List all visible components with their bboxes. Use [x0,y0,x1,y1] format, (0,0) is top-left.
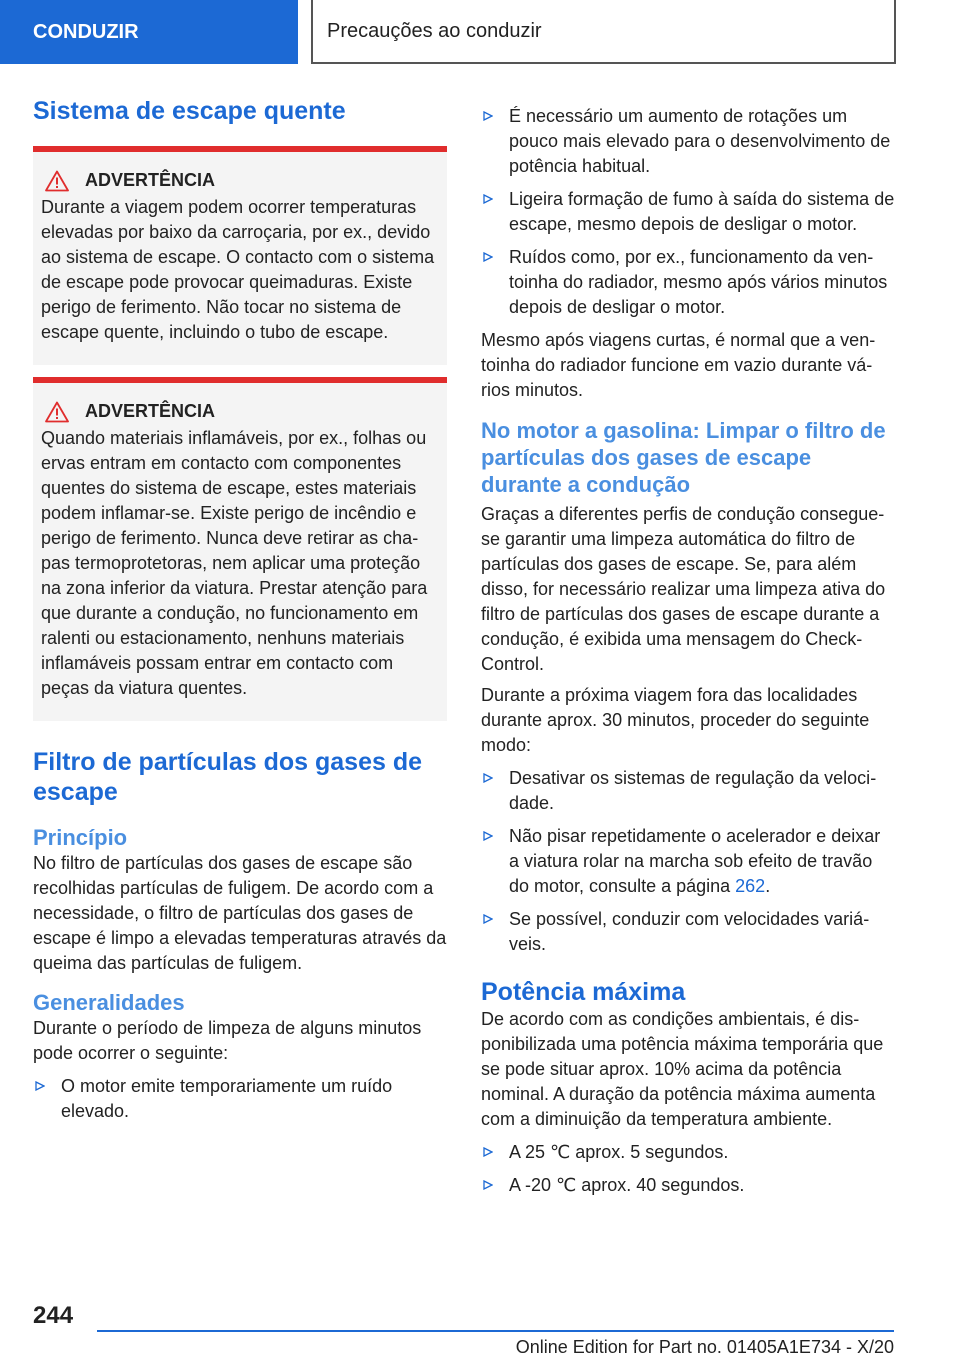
triangle-bullet-icon [483,914,493,924]
triangle-bullet-icon [483,773,493,783]
list-item: A 25 ℃ aprox. 5 segundos. [481,1140,895,1165]
list-item: A -20 ℃ aprox. 40 segundos. [481,1173,895,1198]
warning-title: ADVERTÊNCIA [85,401,216,421]
general-paragraph: Durante o período de limpeza de alguns minutos pode ocorrer o seguinte: [33,1018,422,1063]
right-column [481,104,895,1206]
warning-title: ADVERTÊNCIA [85,170,216,190]
triangle-bullet-icon [483,1147,493,1157]
power-bullet-list [481,1140,895,1198]
heading-max-power: Potência máxima [481,978,686,1006]
warning-box-fire [33,377,447,721]
page-reference-link[interactable]: 262 [735,876,766,896]
next-trip-paragraph: Durante a próxima viagem fora das localidades durante aprox. 30 minutos, proceder do seguinte modo: [481,685,870,755]
triangle-bullet-icon [483,111,493,121]
procedure-bullet-list [481,766,895,957]
triangle-bullet-icon [35,1081,45,1091]
triangle-bullet-icon [483,194,493,204]
heading-general: Generalidades [33,990,185,1015]
principle-paragraph: No filtro de partículas dos gases de escape são recolhidas partículas de fuligem. De acordo com a necessidade, o filtro de partículas dos gases de escape é limpo a elevadas temperaturas através da queima das partículas de fuligem. [33,853,447,973]
list-item: O motor emite temporariamente um ruído elevado. [33,1074,447,1124]
left-column [33,96,447,1132]
list-item: É necessário um aumento de rotações um pouco mais elevado para o desenvolvimento de potência habitual. [481,104,895,179]
heading-gasoline-cleaning: No motor a gasolina: Limpar o filtro de partículas dos gases de escape durante a condução [481,418,886,497]
list-item: Desativar os sistemas de regulação da velocidade. [481,766,895,816]
list-item: Ligeira formação de fumo à saída do sistema de escape, mesmo depois de desligar o motor. [481,187,895,237]
page-number: 244 [33,1302,74,1329]
warning-triangle-icon [45,170,69,192]
triangle-bullet-icon [483,831,493,841]
triangle-bullet-icon [483,1180,493,1190]
heading-principle: Princípio [33,825,128,850]
heading-hot-exhaust: Sistema de escape quente [33,97,346,125]
footer-divider [97,1330,894,1332]
warning-box-burns [33,146,447,365]
gasoline-paragraph: Graças a diferentes perfis de condução consegue-se garantir uma limpeza automática do filtro de partículas dos gases de escape. Se, para além disso, for necessário realizar uma limpeza ativa do filtro de partículas dos gases de escape durante a condução, é exibida uma mensagem do Check-Control. [481,504,886,674]
power-paragraph: De acordo com as condições ambientais, é disponibilizada uma potência máxima temporária que se pode situar aprox. 10% acima da potência nominal. A duração da potência máxima aumenta com a diminuição da temperatura ambiente. [481,1009,884,1129]
warning-text: Quando materiais inflamáveis, por ex., folhas ou ervas entram em contacto com componentes quentes do sistema de escape, estes materiais podem inflamar-se. Existe perigo de incêndio e perigo de ferimento. Nunca deve retirar as chapas termoprotetoras, nem aplicar uma proteção na zona inferior da viatura. Prestar atenção para que durante a condução, no funcionamento em ralenti ou estacionamento, nenhuns materiais inflamáveis possam entrar em contacto com peças da viatura quentes. [41,428,428,698]
list-item: Não pisar repetidamente o acelerador e deixar a viatura rolar na marcha sob efeito de travão do motor, consulte a página 262. [481,824,895,899]
section-tab: CONDUZIR [0,0,298,64]
list-item: Ruídos como, por ex., funcionamento da ventoinha do radiador, mesmo após vários minutos depois de desligar o motor. [481,245,895,320]
general-bullet-list [33,1074,447,1124]
fan-paragraph: Mesmo após viagens curtas, é normal que a ventoinha do radiador funcione em vazio durante vários minutos. [481,330,876,400]
chapter-title: Precauções ao conduzir [311,0,896,64]
list-item: Se possível, conduzir com velocidades variáveis. [481,907,895,957]
heading-particle-filter: Filtro de partículas dos gases de escape [33,748,423,806]
edition-footer: Online Edition for Part no. 01405A1E734 - X/20 [515,1337,894,1357]
effects-bullet-list [481,104,895,320]
triangle-bullet-icon [483,252,493,262]
warning-triangle-icon [45,401,69,423]
warning-text: Durante a viagem podem ocorrer temperaturas elevadas por baixo da carroçaria, por ex., devido ao sistema de escape. O contacto com o sistema de escape pode provocar queimaduras. Existe perigo de ferimento. Não tocar no sistema de escape quente, incluindo o tubo de escape. [41,197,435,342]
